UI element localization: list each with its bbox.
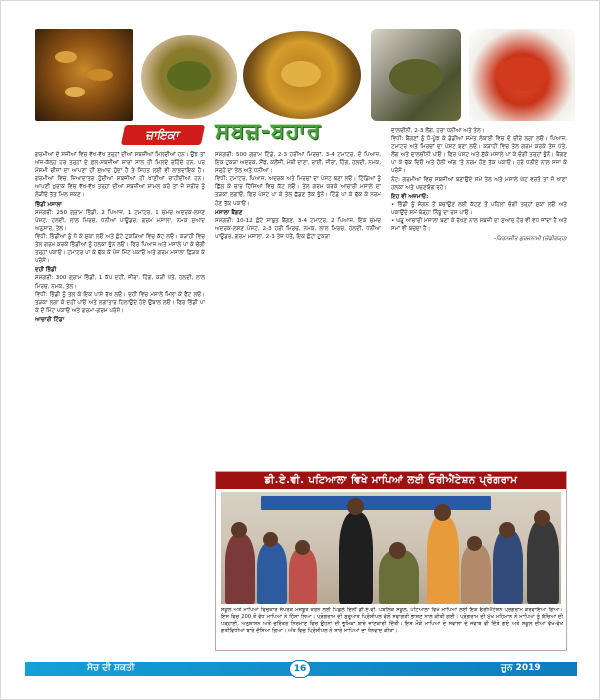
dish-photo-curry [35, 29, 133, 121]
method-paragraph: ਵਿਧੀ: ਬੈਂਗਣਾਂ ਨੂੰ ਧੋ-ਪੂੰਝ ਕੇ ਡੰਡੀਆਂ ਸਮੇਤ ਲੰਬਾਈ ਵਿਚ ਦੋ ਚੀਰੇ ਲਗਾ ਲਓ। ਪਿਆਜ਼, ਟਮਾਟਰ ਅਤੇ ਮਿਰਚਾਂ ਦਾ ਪੇਸਟ ਬਣਾ ਲਓ। ਕੜਾਹੀ ਵਿਚ ਤੇਲ ਗਰਮ ਕਰਕੇ ਤੇਜ਼ ਪੱਤੇ, ਲੌਂਗ ਅਤੇ ਦਾਲਚੀਨੀ ਪਾਓ। ਫਿਰ ਪੇਸਟ ਅਤੇ ਸੁੱਕੇ ਮਸਾਲੇ ਪਾ ਕੇ ਚੰਗੀ ਤਰ੍ਹਾਂ ਭੁੰਨੋ। ਬੈਂਗਣ ਪਾ ਕੇ ਢੱਕ ਦਿਓ ਅਤੇ ਹੌਲੀ ਅੱਗ 'ਤੇ ਨਰਮ ਹੋਣ ਤੱਕ ਪਕਾਓ। ਹਰੇ ਧਨੀਏ ਨਾਲ ਸਜਾ ਕੇ ਪਰੋਸੋ। [391, 136, 567, 175]
event-photo [221, 492, 561, 604]
recipe-heading: ਆਚਾਰੀ ਟਿੰਡਾ [35, 316, 65, 323]
dish-photo-chilli [469, 29, 575, 121]
dish-photo-stuffed-okra [141, 35, 237, 119]
author-signature: -ਕਿਰਨਜੀਤ ਗੁਰਜਨਾਮੀ (ਚੰਡੀਗੜ੍ਹ) [494, 236, 567, 243]
ingredients-paragraph: ਸਮੱਗਰੀ: 300 ਗ੍ਰਾਮ ਭਿੰਡੀ, 1 ਕੱਪ ਦਹੀਂ, ਜੀਰਾ, ਹਿੰਗ, ਕੜੀ ਪੱਤੇ, ਹਲਦੀ, ਲਾਲ ਮਿਰਚ, ਨਮਕ, ਤੇਲ। [35, 275, 205, 290]
dish-photo-tinda [371, 29, 461, 121]
event-banner [261, 496, 491, 510]
section-kicker: ਜ਼ਾਇਕਾ [121, 125, 205, 145]
recipe-heading: ਭਿੰਡੀ ਮਸਾਲਾ [35, 201, 62, 208]
magazine-name: ਸੋਚ ਦੀ ਸ਼ਕਤੀ [87, 663, 135, 673]
food-photo-strip [35, 29, 575, 121]
ingredients-paragraph: ਸਮੱਗਰੀ: 250 ਗ੍ਰਾਮ ਭਿੰਡੀ, 2 ਪਿਆਜ਼, 1 ਟਮਾਟਰ, 1 ਚਮਚ ਅਦਰਕ-ਲਸਣ ਪੇਸਟ, ਹਲਦੀ, ਲਾਲ ਮਿਰਚ, ਧਨੀਆ ਪਾਊਡਰ, ਗਰਮ ਮਸਾਲਾ, ਨਮਕ ਸੁਆਦ ਅਨੁਸਾਰ, ਤੇਲ। [35, 209, 205, 232]
article-headline: ਸਬਜ਼-ਬਹਾਰ [215, 119, 322, 144]
page-number: 16 [289, 660, 311, 678]
news-caption: ਸਕੂਲ ਅਤੇ ਮਾਪਿਆਂ ਵਿਚਕਾਰ ਸੰਪਰਕ ਮਜ਼ਬੂਤ ਕਰਨ ਲਈ ਪਿਛਲੇ ਦਿਨੀਂ ਡੀ.ਏ.ਵੀ. ਪਬਲਿਕ ਸਕੂਲ, ਪਟਿਆਲਾ ਵਿਖੇ ਮਾਪਿਆਂ ਲਈ ਇਕ ਓਰੀਐਂਟੇਸ਼ਨ ਪ੍ਰੋਗਰਾਮ ਕਰਵਾਇਆ ਗਿਆ। ਇਸ ਵਿਚ 200 ਤੋਂ ਵੱਧ ਮਾਪਿਆਂ ਨੇ ਹਿੱਸਾ ਲਿਆ। ਪ੍ਰੋਗਰਾਮ ਦੀ ਸ਼ੁਰੂਆਤ ਪ੍ਰਿੰਸੀਪਲ ਵੱਲੋਂ ਸਵਾਗਤੀ ਭਾਸ਼ਣ ਨਾਲ ਕੀਤੀ ਗਈ। ਪ੍ਰੋਗਰਾਮ ਦੀ ਮੁੱਖ ਮਹਿਮਾਨ ਨੇ ਮਾਪਿਆਂ ਨੂੰ ਬੱਚਿਆਂ ਦੀ ਪੜ੍ਹਾਈ, ਅਨੁਸ਼ਾਸਨ ਅਤੇ ਚਰਿੱਤਰ ਨਿਰਮਾਣ ਵਿਚ ਉਹਨਾਂ ਦੀ ਭੂਮਿਕਾ ਬਾਰੇ ਜਾਣਕਾਰੀ ਦਿੱਤੀ। ਇਸ ਮੌਕੇ ਮਾਪਿਆਂ ਦੇ ਸਵਾਲਾਂ ਦੇ ਜਵਾਬ ਵੀ ਦਿੱਤੇ ਗਏ ਅਤੇ ਸਕੂਲ ਦੀਆਂ ਵੱਖ-ਵੱਖ ਗਤੀਵਿਧੀਆਂ ਬਾਰੇ ਦੱਸਿਆ ਗਿਆ। ਅੰਤ ਵਿਚ ਪ੍ਰਿੰਸੀਪਲ ਨੇ ਸਾਰੇ ਮਾਪਿਆਂ ਦਾ ਧੰਨਵਾਦ ਕੀਤਾ। [221, 607, 563, 634]
ingredients-paragraph: ਸਮੱਗਰੀ: 10-12 ਛੋਟੇ ਸਾਬੁਤ ਬੈਂਗਣ, 3-4 ਟਮਾਟਰ, 2 ਪਿਆਜ਼, ਇਕ ਚਮਚ ਅਦਰਕ-ਲਸਣ ਪੇਸਟ, 2-3 ਹਰੀ ਮਿਰਚ, ਨਮਕ, ਲਾਲ ਮਿਰਚ, ਹਲਦੀ, ਧਨੀਆ ਪਾਊਡਰ, ਗਰਮ ਮਸਾਲਾ, 2-3 ਤੇਜ਼ ਪੱਤੇ, ਇਕ ਛੋਟਾ ਟੁਕੜਾ [215, 217, 381, 240]
intro-paragraph: ਗਰਮੀਆਂ ਦੇ ਸਜ਼ੀਆਂ ਵਿਚ ਵੱਖ-ਵੱਖ ਤਰ੍ਹਾਂ ਦੀਆਂ ਸਬਜ਼ੀਆਂ ਮਿਲਦੀਆਂ ਹਨ। ਉਂਝ ਤਾਂ ਅੱਜ-ਕੱਲ੍ਹ ਹਰ ਤਰ੍ਹਾਂ ਦੇ ਫ਼ਲ-ਸਬਜ਼ੀਆਂ ਸਾਰਾ ਸਾਲ ਹੀ ਮਿਲਦੇ ਰਹਿੰਦੇ ਹਨ, ਪਰ ਮੌਸਮੀ ਚੀਜ਼ਾਂ ਦਾ ਆਪਣਾ ਹੀ ਸੁਆਦ ਹੁੰਦਾ ਹੈ ਤੇ ਸਿਹਤ ਲਈ ਵੀ ਲਾਭਦਾਇਕ ਹੈ। ਗਰਮੀਆਂ ਵਿਚ ਜ਼ਿਆਦਾਤਰ ਹੁੰਦੀਆਂ ਸਬਜ਼ੀਆਂ ਹੀ ਖਾਣੀਆਂ ਚਾਹੀਦੀਆਂ ਹਨ। ਆਪਣੀ ਖੁਰਾਕ ਵਿਚ ਵੱਖ-ਵੱਖ ਤਰ੍ਹਾਂ ਦੀਆਂ ਸਬਜ਼ੀਆਂ ਸ਼ਾਮਲ ਕਰੋ ਤਾਂ ਜੋ ਸਰੀਰ ਨੂੰ ਲੋੜੀਂਦੇ ਤੱਤ ਮਿਲ ਸਕਣ। [35, 152, 205, 199]
tips-heading: ਇਹ ਵੀ ਅਜ਼ਮਾਓ: [391, 193, 429, 200]
note-paragraph: ਨੋਟ: ਗਰਮੀਆਂ ਵਿਚ ਸਬਜ਼ੀਆਂ ਬਣਾਉਂਦੇ ਸਮੇਂ ਤੇਲ ਅਤੇ ਮਸਾਲੇ ਘੱਟ ਵਰਤੋ ਤਾਂ ਜੋ ਖਾਣਾ ਹਲਕਾ ਅਤੇ ਪਚਣਯੋਗ ਰਹੇ। [391, 176, 567, 191]
issue-date: ਜੂਨ 2019 [501, 663, 541, 673]
article-column-3 [391, 127, 567, 467]
method-paragraph: ਵਿਧੀ: ਭਿੰਡੀ ਨੂੰ ਤਲ ਕੇ ਇਕ ਪਾਸੇ ਰੱਖ ਲਓ। ਦਹੀਂ ਵਿਚ ਮਸਾਲੇ ਮਿਲਾ ਕੇ ਫੈਂਟ ਲਓ। ਤੜਕਾ ਲਗਾ ਕੇ ਦਹੀਂ ਪਾਓ ਅਤੇ ਲਗਾਤਾਰ ਹਿਲਾਉਂਦੇ ਹੋਏ ਉਬਾਲ ਲਓ। ਫਿਰ ਭਿੰਡੀ ਪਾ ਕੇ ਦੋ ਮਿੰਟ ਪਕਾਓ ਅਤੇ ਗਰਮਾ-ਗਰਮ ਪਰੋਸੋ। [35, 291, 205, 314]
news-title: ਡੀ.ਏ.ਵੀ. ਪਟਿਆਲਾ ਵਿਖੇ ਮਾਪਿਆਂ ਲਈ ਓਰੀਐਂਟੇਸ਼ਨ ਪ੍ਰੋਗਰਾਮ [216, 472, 566, 489]
recipe-heading: ਮਸਾਲਾ ਬੈਂਗਣ [215, 209, 243, 216]
dish-photo-gravy [243, 31, 361, 119]
method-paragraph: ਵਿਧੀ: ਭਿੰਡੀਆਂ ਨੂੰ ਧੋ ਕੇ ਸੁਕਾ ਲਓ ਅਤੇ ਛੋਟੇ ਟੁਕੜਿਆਂ ਵਿਚ ਕੱਟ ਲਓ। ਕੜਾਹੀ ਵਿਚ ਤੇਲ ਗਰਮ ਕਰਕੇ ਭਿੰਡੀਆਂ ਨੂੰ ਹਲਕਾ ਭੁੰਨ ਲਓ। ਫਿਰ ਪਿਆਜ਼ ਅਤੇ ਮਸਾਲੇ ਪਾ ਕੇ ਚੰਗੀ ਤਰ੍ਹਾਂ ਪਕਾਓ। ਟਮਾਟਰ ਪਾ ਕੇ ਢੱਕ ਕੇ ਪੰਜ ਮਿੰਟ ਪਕਾਓ ਅਤੇ ਗਰਮ ਮਸਾਲਾ ਛਿੜਕ ਕੇ ਪਰੋਸੋ। [35, 233, 205, 265]
news-box [215, 471, 567, 651]
ingredients-continued: ਦਾਲਚੀਨੀ, 2-3 ਲੌਂਗ, ਹਰਾ ਧਨੀਆ ਅਤੇ ਤੇਲ। [391, 128, 485, 134]
page-footer [1, 658, 600, 678]
ingredients-paragraph: ਸਮੱਗਰੀ: 500 ਗ੍ਰਾਮ ਟਿੰਡੇ, 2-3 ਹਰੀਆਂ ਮਿਰਚਾਂ, 3-4 ਟਮਾਟਰ, ਦੋ ਪਿਆਜ਼, ਇਕ ਟੁਕੜਾ ਅਦਰਕ, ਸੌਂਫ, ਕਲੌਂਜੀ, ਮੇਥੀ ਦਾਣਾ, ਰਾਈ, ਜੀਰਾ, ਹਿੰਗ, ਹਲਦੀ, ਨਮਕ, ਸਰ੍ਹੋਂ ਦਾ ਤੇਲ ਅਤੇ ਧਨੀਆ। [215, 152, 381, 175]
tip-item: • ਭਿੰਡੀ ਨੂੰ ਸੋਗਨ ਤੋਂ ਬਚਾਉਣ ਲਈ ਕੱਟਣ ਤੋਂ ਪਹਿਲਾਂ ਚੰਗੀ ਤਰ੍ਹਾਂ ਸੁਕਾ ਲਓ ਅਤੇ ਪਕਾਉਂਦੇ ਸਮੇਂ ਥੋੜ੍ਹਾ ਨਿੰਬੂ ਦਾ ਰਸ ਪਾਓ। [391, 201, 567, 216]
method-paragraph: ਵਿਧੀ: ਟਮਾਟਰ, ਪਿਆਜ਼, ਅਦਰਕ ਅਤੇ ਮਿਰਚਾਂ ਦਾ ਪੇਸਟ ਬਣਾ ਲਓ। ਟਿੰਡਿਆਂ ਨੂੰ ਛਿੱਲ ਕੇ ਚਾਰ ਹਿੱਸਿਆਂ ਵਿਚ ਕੱਟ ਲਓ। ਤੇਲ ਗਰਮ ਕਰਕੇ ਆਚਾਰੀ ਮਸਾਲੇ ਦਾ ਤੜਕਾ ਲਗਾਓ, ਫਿਰ ਪੇਸਟ ਪਾ ਕੇ ਤੇਲ ਛੱਡਣ ਤੱਕ ਭੁੰਨੋ। ਟਿੰਡੇ ਪਾ ਕੇ ਢੱਕ ਕੇ ਨਰਮ ਹੋਣ ਤੱਕ ਪਕਾਓ। [215, 176, 381, 207]
tip-item: • ਘਰੂ ਆਚਾਰੀ ਮਸਾਲਾ ਬਣਾ ਕੇ ਰੱਖਣ ਨਾਲ ਸਬਜ਼ੀ ਦਾ ਸੁਆਦ ਹੋਰ ਵੀ ਵਧ ਜਾਂਦਾ ਹੈ ਅਤੇ ਸਮਾਂ ਵੀ ਬਚਦਾ ਹੈ। [391, 218, 567, 233]
recipe-heading: ਦਹੀਂ ਭਿੰਡੀ [35, 267, 57, 274]
article-column-1 [35, 151, 205, 661]
article-column-2 [215, 151, 381, 469]
